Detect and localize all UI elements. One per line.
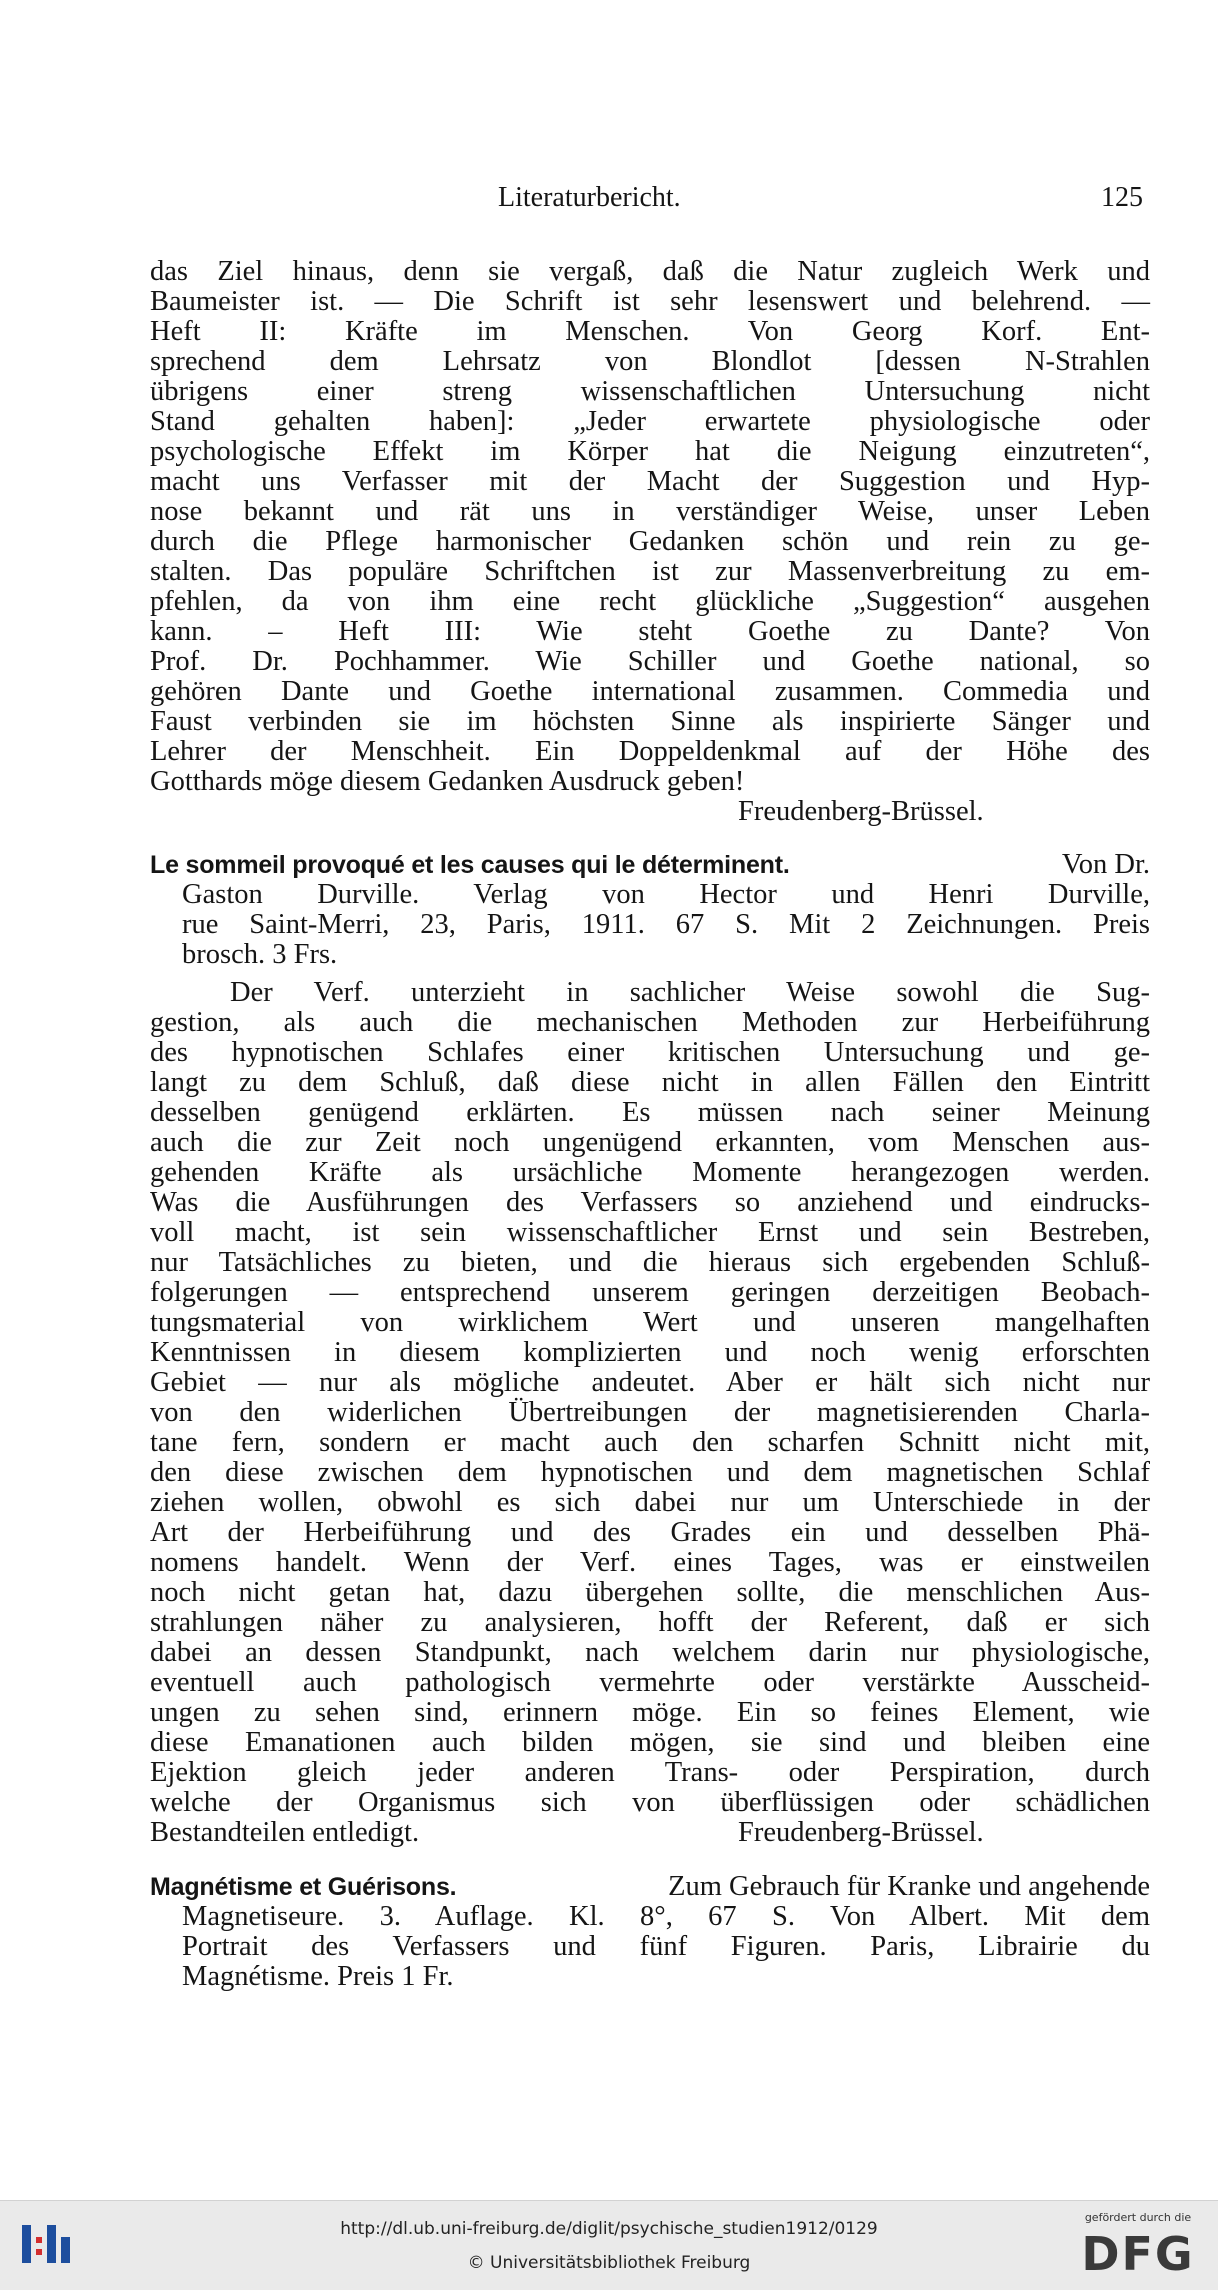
review-line: von den widerlichen Übertreibungen der magnetisierenden Charla- (150, 1397, 1150, 1428)
entry-line: Magnetiseure. 3. Auflage. Kl. 8°, 67 S. Von Albert. Mit dem (182, 1901, 1150, 1932)
reviewer-signature: Freudenberg-Brüssel. (738, 796, 984, 827)
review-line: gestion, als auch die mechanischen Methoden zur Herbeiführung (150, 1007, 1150, 1038)
text-line: Gotthards möge diesem Gedanken Ausdruck geben! (150, 766, 745, 797)
review-line: Kenntnissen in diesem komplizierten und noch wenig erforschten (150, 1337, 1150, 1368)
review-line: noch nicht getan hat, dazu übergehen sollte, die menschlichen Aus- (150, 1577, 1150, 1608)
review-line: Bestandteilen entledigt. (150, 1817, 420, 1848)
viewer-footer (0, 2200, 1218, 2290)
text-line: pfehlen, da von ihm eine recht glückliche „Suggestion“ ausgehen (150, 586, 1150, 617)
running-header (150, 182, 1150, 222)
entry-title-rest: Zum Gebrauch für Kranke und angehende (668, 1871, 1150, 1902)
text-line: kann. – Heft III: Wie steht Goethe zu Dante? Von (150, 616, 1150, 647)
text-line: sprechend dem Lehrsatz von Blondlot [dessen N-Strahlen (150, 346, 1150, 377)
entry-title: Le sommeil provoqué et les causes qui le déterminent. (150, 851, 790, 879)
review-last-line (150, 1818, 1150, 1848)
review-line: desselben genügend erklärten. Es müssen nach seiner Meinung (150, 1097, 1150, 1128)
page-number: 125 (1101, 182, 1143, 213)
text-line: stalten. Das populäre Schriftchen ist zur Massenverbreitung zu em- (150, 556, 1150, 587)
reviewer-signature: Freudenberg-Brüssel. (738, 1817, 984, 1848)
text-line: Stand gehalten haben]: „Jeder erwartete physiologische oder (150, 406, 1150, 437)
review-line: Ejektion gleich jeder anderen Trans- oder Perspiration, durch (150, 1757, 1150, 1788)
review-line: dabei an dessen Standpunkt, nach welchem darin nur physiologische, (150, 1637, 1150, 1668)
review-line: Art der Herbeiführung und des Grades ein und desselben Phä- (150, 1517, 1150, 1548)
text-line: Prof. Dr. Pochhammer. Wie Schiller und Goethe national, so (150, 646, 1150, 677)
review-line: tungsmaterial von wirklichem Wert und unseren mangelhaften (150, 1307, 1150, 1338)
review-line: ziehen wollen, obwohl es sich dabei nur um Unterschiede in der (150, 1487, 1150, 1518)
review-line: nur Tatsächliches zu bieten, und die hieraus sich ergebenden Schluß- (150, 1247, 1150, 1278)
text-line: nose bekannt und rät uns in verständiger Weise, unser Leben (150, 496, 1150, 527)
entry-line: brosch. 3 Frs. (182, 939, 338, 970)
review-line: Gebiet — nur als mögliche andeutet. Aber er hält sich nicht nur (150, 1367, 1150, 1398)
text-line: Faust verbinden sie im höchsten Sinne als inspirierte Sänger und (150, 706, 1150, 737)
review-line: eventuell auch pathologisch vermehrte oder verstärkte Ausscheid- (150, 1667, 1150, 1698)
review-line: welche der Organismus sich von überflüssigen oder schädlichen (150, 1787, 1150, 1818)
text-line: Lehrer der Menschheit. Ein Doppeldenkmal auf der Höhe des (150, 736, 1150, 767)
text-line: psychologische Effekt im Körper hat die Neigung einzutreten“, (150, 436, 1150, 467)
funded-by-label: gefördert durch die (1084, 2211, 1192, 2224)
entry-line: rue Saint-Merri, 23, Paris, 1911. 67 S. Mit 2 Zeichnungen. Preis (182, 909, 1150, 940)
text-line: gehören Dante und Goethe international zusammen. Commedia und (150, 676, 1150, 707)
review-line: auch die zur Zeit noch ungenügend erkannten, vom Menschen aus- (150, 1127, 1150, 1158)
bibliographic-entry (150, 850, 1150, 880)
review-line: tane fern, sondern er macht auch den scharfen Schnitt nicht mit, (150, 1427, 1150, 1458)
review-line: nomens handelt. Wenn der Verf. eines Tages, was er einstweilen (150, 1547, 1150, 1578)
entry-line: Gaston Durville. Verlag von Hector und Henri Durville, (182, 879, 1150, 910)
review-line: folgerungen — entsprechend unserem geringen derzeitigen Beobach- (150, 1277, 1150, 1308)
text-line: Heft II: Kräfte im Menschen. Von Georg Korf. Ent- (150, 316, 1150, 347)
review-line: voll macht, ist sein wissenschaftlicher Ernst und sein Bestreben, (150, 1217, 1150, 1248)
review-line: des hypnotischen Schlafes einer kritischen Untersuchung und ge- (150, 1037, 1150, 1068)
entry-title-rest: Von Dr. (1061, 849, 1150, 880)
entry-title: Magnétisme et Guérisons. (150, 1873, 457, 1901)
review-line: diese Emanationen auch bilden mögen, sie sind und bleiben eine (150, 1727, 1150, 1758)
review-line: strahlungen näher zu analysieren, hofft der Referent, daß er sich (150, 1607, 1150, 1638)
review-line: den diese zwischen dem hypnotischen und dem magnetischen Schlaf (150, 1457, 1150, 1488)
text-line: übrigens einer streng wissenschaftlichen Untersuchung nicht (150, 376, 1150, 407)
dfg-wordmark: DFG (1081, 2227, 1195, 2281)
text-line: Baumeister ist. — Die Schrift ist sehr lesenswert und belehrend. — (150, 286, 1150, 317)
review-line: gehenden Kräfte als ursächliche Momente herangezogen werden. (150, 1157, 1150, 1188)
document-url-link[interactable]: http://dl.ub.uni-freiburg.de/diglit/psychische_studien1912/0129 (340, 2219, 878, 2239)
dfg-logo-icon[interactable] (1068, 2211, 1208, 2283)
copyright-notice: © Universitätsbibliothek Freiburg (467, 2253, 751, 2273)
review-line: ungen zu sehen sind, erinnern möge. Ein so feines Element, wie (150, 1697, 1150, 1728)
entry-line: Portrait des Verfassers und fünf Figuren. Paris, Librairie du (182, 1931, 1150, 1962)
entry-line: Magnétisme. Preis 1 Fr. (182, 1961, 454, 1992)
text-line: das Ziel hinaus, denn sie vergaß, daß die Natur zugleich Werk und (150, 256, 1150, 287)
bibliographic-entry (150, 1872, 1150, 1902)
review-line: Der Verf. unterzieht in sachlicher Weise sowohl die Sug- (230, 977, 1150, 1008)
review-line: Was die Ausführungen des Verfassers so anziehend und eindrucks- (150, 1187, 1150, 1218)
review-line: langt zu dem Schluß, daß diese nicht in allen Fällen den Eintritt (150, 1067, 1150, 1098)
text-line: macht uns Verfasser mit der Macht der Suggestion und Hyp- (150, 466, 1150, 497)
running-title: Literaturbericht. (498, 182, 681, 213)
text-line: durch die Pflege harmonischer Gedanken schön und rein zu ge- (150, 526, 1150, 557)
